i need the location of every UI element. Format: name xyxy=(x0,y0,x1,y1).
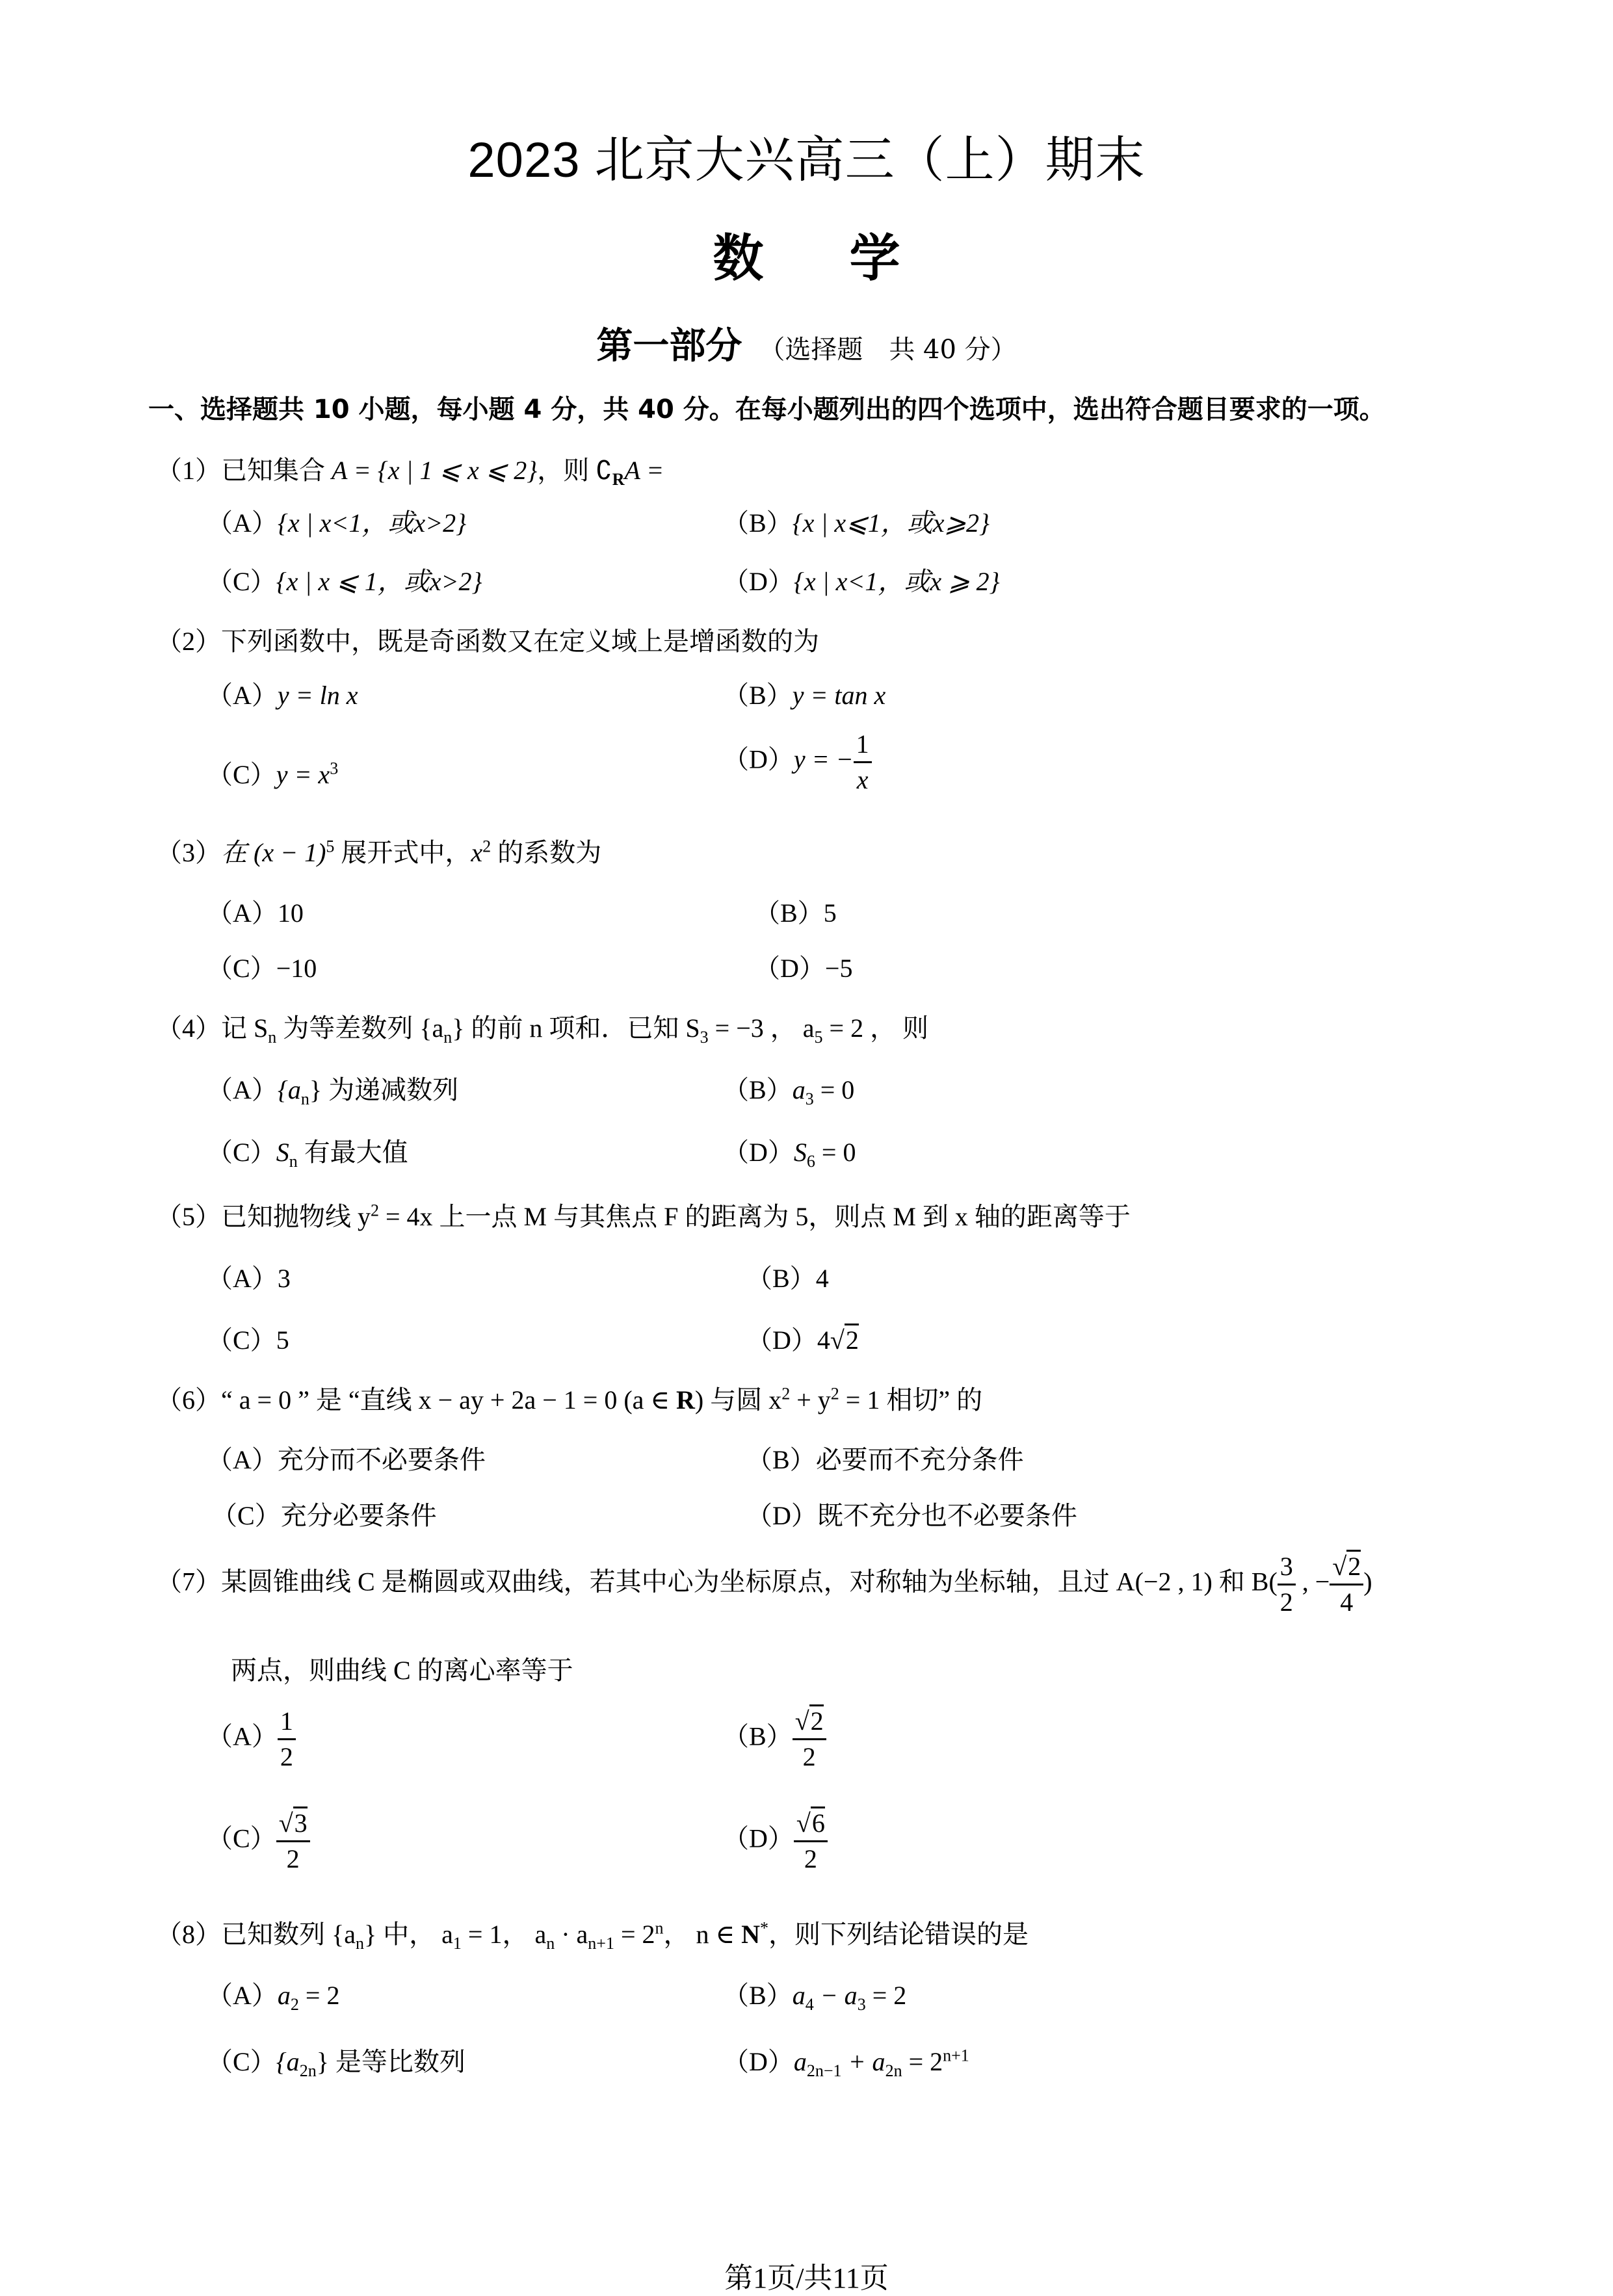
option-label: （D） xyxy=(746,1325,817,1355)
question-stem: ) xyxy=(1363,1567,1372,1597)
denominator: 4 xyxy=(1340,1587,1354,1617)
fraction xyxy=(854,731,872,793)
question-stem: 记 S xyxy=(221,1013,269,1043)
option-label: （C） xyxy=(207,954,276,983)
option-label: （D） xyxy=(723,2047,794,2076)
numerator: √2 xyxy=(1330,1554,1363,1585)
option-2b[interactable] xyxy=(723,675,885,712)
question-7 xyxy=(156,1554,1372,1615)
sqrt-radicand: 2 xyxy=(1346,1550,1361,1581)
option-3c[interactable] xyxy=(207,948,317,985)
option-1a[interactable] xyxy=(207,502,466,540)
option-label: （B） xyxy=(723,1721,793,1751)
option-text: 10 xyxy=(277,898,304,928)
subscript: n xyxy=(268,1028,277,1047)
question-stem: “ a = 0 ” 是 “直线 x − ay + 2a − 1 = 0 (a ∈ xyxy=(221,1385,676,1415)
option-label: （A） xyxy=(207,508,278,538)
question-number: （3） xyxy=(156,838,221,867)
question-stem: 为等差数列 {a xyxy=(276,1013,444,1043)
superscript: 2 xyxy=(371,1201,379,1220)
denominator: x xyxy=(856,765,869,794)
question-stem: 某圆锥曲线 C 是椭圆或双曲线，若其中心为坐标原点，对称轴为坐标轴，且过 A(−2 , 1) 和 B( xyxy=(221,1567,1278,1597)
subscript: n xyxy=(546,1934,555,1953)
subscript: 2n−1 xyxy=(806,2061,842,2080)
sqrt-radicand: 2 xyxy=(845,1324,859,1355)
page-number: 第1页/共11页 xyxy=(724,2262,889,2294)
question-stem: 展开式中， xyxy=(334,838,471,867)
question-7-line2: 两点，则曲线 C 的离心率等于 xyxy=(231,1656,573,1685)
option-text: 4 xyxy=(817,1325,830,1355)
question-stem: = 1， a xyxy=(461,1920,547,1949)
option-text: {x | x⩽1，或x⩾2} xyxy=(792,508,990,538)
option-text: −5 xyxy=(824,954,853,983)
option-text: y = tan x xyxy=(792,681,886,710)
option-text: 充分而不必要条件 xyxy=(277,1445,486,1474)
option-6d[interactable] xyxy=(746,1495,1077,1532)
option-2c[interactable] xyxy=(207,754,338,791)
option-text: S xyxy=(793,1138,807,1167)
option-4d[interactable] xyxy=(723,1132,856,1171)
fraction xyxy=(793,1708,826,1770)
subscript: R xyxy=(612,470,625,489)
option-7b[interactable] xyxy=(723,1708,826,1770)
subscript: n xyxy=(300,1089,309,1108)
option-label: （D） xyxy=(754,954,825,983)
option-3d[interactable] xyxy=(754,948,852,985)
option-text: y = − xyxy=(793,744,854,774)
option-text: + a xyxy=(841,2047,885,2076)
question-number: （6） xyxy=(156,1385,221,1415)
option-text: 充分必要条件 xyxy=(280,1501,437,1530)
option-text: } 为递减数列 xyxy=(309,1075,459,1104)
superscript: * xyxy=(760,1918,769,1938)
denominator: 2 xyxy=(280,1742,293,1771)
denominator: 2 xyxy=(804,1844,817,1873)
option-text: {x | x<1，或x ⩾ 2} xyxy=(793,567,1000,596)
numerator: √3 xyxy=(276,1810,310,1842)
math-expression: A = {x | 1 ⩽ x ⩽ 2} xyxy=(332,456,538,485)
subject-title xyxy=(0,218,1613,291)
superscript: 3 xyxy=(330,759,339,778)
subject-char-1: 数 xyxy=(713,229,764,288)
numerator: 1 xyxy=(278,1708,296,1740)
option-text: −10 xyxy=(276,954,317,983)
option-label: （B） xyxy=(723,681,793,710)
question-5 xyxy=(156,1196,1131,1233)
option-label: （A） xyxy=(207,1721,278,1751)
question-number: （5） xyxy=(156,1202,221,1231)
question-number: （1） xyxy=(156,456,221,485)
option-label: （D） xyxy=(723,567,794,596)
question-stem: , − xyxy=(1295,1567,1330,1597)
option-5c[interactable] xyxy=(207,1320,289,1357)
subscript: 6 xyxy=(806,1152,815,1171)
subscript: 2 xyxy=(290,1995,299,2014)
option-7d[interactable] xyxy=(723,1810,828,1872)
natural-set-symbol: N xyxy=(741,1920,761,1949)
option-text: = 0 xyxy=(815,1138,856,1167)
option-text: {x | x ⩽ 1，或x>2} xyxy=(276,567,482,596)
denominator: 2 xyxy=(286,1844,300,1873)
subscript: n xyxy=(289,1152,298,1171)
option-8c[interactable] xyxy=(207,2041,466,2081)
option-3b[interactable] xyxy=(754,893,837,930)
option-label: （B） xyxy=(723,1075,793,1104)
question-stem: 已知抛物线 y xyxy=(221,1202,371,1231)
subject-char-2: 学 xyxy=(849,229,900,288)
question-stem: 下列函数中，既是奇函数又在定义域上是增函数的为 xyxy=(221,627,819,656)
subscript: 4 xyxy=(805,1995,814,2014)
question-stem: = 2 xyxy=(614,1920,655,1949)
sqrt-radicand: 6 xyxy=(811,1807,825,1838)
option-label: （C） xyxy=(207,567,276,596)
option-8a[interactable] xyxy=(207,1975,339,2015)
superscript: 2 xyxy=(830,1384,839,1403)
superscript: n xyxy=(655,1918,664,1938)
question-stem: · a xyxy=(555,1920,588,1949)
option-label: （A） xyxy=(207,898,278,928)
question-stem: 已知集合 xyxy=(221,456,325,485)
option-label: （C） xyxy=(207,760,276,789)
option-label: （A） xyxy=(207,1445,278,1474)
superscript: 2 xyxy=(781,1384,791,1403)
option-text: y = x xyxy=(276,760,330,789)
question-stem: 已知数列 {a xyxy=(221,1920,356,1949)
subscript: 5 xyxy=(814,1028,823,1047)
option-label: （B） xyxy=(754,898,824,928)
option-label: （B） xyxy=(746,1445,816,1474)
option-label: （D） xyxy=(723,744,794,774)
section-heading: 一、选择题共 10 小题，每小题 4 分，共 40 分。在每小题列出的四个选项中，选出符合题目要求的一项。 xyxy=(148,395,1385,424)
option-label: （A） xyxy=(207,1264,278,1293)
question-number: （4） xyxy=(156,1013,221,1043)
option-label: （C） xyxy=(207,1325,276,1355)
option-label: （D） xyxy=(723,1823,794,1853)
option-text: 5 xyxy=(823,898,837,928)
option-label: （B） xyxy=(723,1981,793,2010)
option-8b[interactable] xyxy=(723,1975,906,2015)
option-label: （D） xyxy=(723,1138,794,1167)
fraction xyxy=(278,1708,296,1770)
option-text: y = ln x xyxy=(277,681,358,710)
question-stem-tail: ，则 ∁ xyxy=(537,456,612,485)
denominator: 2 xyxy=(1279,1587,1293,1617)
question-stem: } 的前 n 项和．已知 S xyxy=(452,1013,700,1043)
option-6b[interactable] xyxy=(746,1439,1024,1476)
real-set-symbol: R xyxy=(676,1385,695,1415)
question-number: （7） xyxy=(156,1567,221,1597)
question-3 xyxy=(156,832,601,869)
question-stem: } 中， a xyxy=(363,1920,453,1949)
subscript: 2n xyxy=(885,2061,902,2080)
option-text: {a xyxy=(276,2047,300,2076)
numerator: 1 xyxy=(854,731,872,763)
subscript: 2n xyxy=(299,2061,317,2080)
option-label: （C） xyxy=(211,1501,281,1530)
exam-title: 2023 北京大兴高三（上）期末 xyxy=(467,133,1146,188)
question-6 xyxy=(156,1379,982,1416)
part-note: （选择题 共 40 分） xyxy=(759,335,1017,365)
option-text: = 2 xyxy=(298,1981,340,2010)
option-text: 3 xyxy=(277,1264,291,1293)
option-4c[interactable] xyxy=(207,1132,408,1171)
numerator: √6 xyxy=(794,1810,828,1842)
option-label: （C） xyxy=(207,1138,276,1167)
part-heading xyxy=(0,317,1613,369)
option-text: a xyxy=(792,1981,806,2010)
option-text: 必要而不充分条件 xyxy=(815,1445,1024,1474)
question-8 xyxy=(156,1914,1029,1953)
option-text: a xyxy=(277,1981,291,2010)
option-text: 既不充分也不必要条件 xyxy=(817,1501,1077,1530)
subscript: 3 xyxy=(700,1028,709,1047)
question-stem: + y xyxy=(790,1385,831,1415)
fraction xyxy=(1330,1554,1363,1615)
question-number: （8） xyxy=(156,1920,221,1949)
option-text: } 是等比数列 xyxy=(316,2047,466,2076)
question-1 xyxy=(156,450,664,489)
subscript: 3 xyxy=(857,1995,866,2014)
option-5a[interactable] xyxy=(207,1258,291,1295)
option-label: （A） xyxy=(207,681,278,710)
fraction xyxy=(1278,1554,1296,1615)
subscript: 3 xyxy=(805,1089,814,1108)
subscript: n+1 xyxy=(588,1934,614,1953)
question-2 xyxy=(156,621,819,658)
question-stem: 的系数为 xyxy=(491,838,602,867)
option-text: = 2 xyxy=(865,1981,907,2010)
option-7a[interactable] xyxy=(207,1708,296,1770)
math-expression: A = xyxy=(624,456,664,485)
option-label: （B） xyxy=(746,1264,816,1293)
option-text: a xyxy=(792,1075,806,1104)
option-label: （D） xyxy=(746,1501,817,1530)
option-5b[interactable] xyxy=(746,1258,829,1295)
option-label: （B） xyxy=(723,508,793,538)
superscript: n+1 xyxy=(943,2046,969,2065)
superscript: 5 xyxy=(326,837,335,856)
option-6c[interactable] xyxy=(211,1495,437,1532)
option-text: − a xyxy=(813,1981,858,2010)
option-text: 4 xyxy=(815,1264,829,1293)
option-4b[interactable] xyxy=(723,1069,854,1109)
option-text: 有最大值 xyxy=(297,1138,408,1167)
option-text: = 2 xyxy=(902,2047,943,2076)
question-stem: ) 与圆 x xyxy=(694,1385,782,1415)
option-3a[interactable] xyxy=(207,893,304,930)
question-stem: = −3 ， a xyxy=(708,1013,815,1043)
subscript: n xyxy=(355,1934,364,1953)
question-stem: ，则下列结论错误的是 xyxy=(768,1920,1029,1949)
subscript: 1 xyxy=(452,1934,462,1953)
option-1b[interactable] xyxy=(723,502,990,540)
question-stem: ， n ∈ xyxy=(663,1920,742,1949)
option-8d[interactable] xyxy=(723,2041,969,2081)
option-6a[interactable] xyxy=(207,1439,486,1476)
fraction xyxy=(794,1810,828,1872)
sqrt-radicand: 2 xyxy=(809,1704,824,1736)
numerator: √2 xyxy=(793,1708,826,1740)
option-text: a xyxy=(793,2047,807,2076)
option-2a[interactable] xyxy=(207,675,358,712)
fraction xyxy=(276,1810,310,1872)
option-text: {x | x<1，或x>2} xyxy=(277,508,467,538)
option-text: 5 xyxy=(276,1325,289,1355)
question-stem: = 1 相切” 的 xyxy=(839,1385,983,1415)
subscript: n xyxy=(443,1028,452,1047)
question-number: （2） xyxy=(156,627,221,656)
question-4 xyxy=(156,1008,928,1047)
option-2d[interactable] xyxy=(723,731,872,793)
sqrt-radicand: 3 xyxy=(293,1807,308,1838)
math-expression: x xyxy=(471,838,483,867)
question-stem: = 2 ， 则 xyxy=(822,1013,929,1043)
option-text: S xyxy=(276,1138,289,1167)
option-label: （C） xyxy=(207,2047,276,2076)
question-stem: = 4x 上一点 M 与其焦点 F 的距离为 5，则点 M 到 x 轴的距离等于 xyxy=(379,1202,1131,1231)
option-text: = 0 xyxy=(813,1075,855,1104)
math-expression: 在 (x − 1) xyxy=(221,838,326,867)
part-title: 第一部分 xyxy=(596,325,742,367)
option-label: （A） xyxy=(207,1981,278,2010)
option-5d[interactable]: （D）4√2 xyxy=(746,1320,859,1357)
option-1c[interactable] xyxy=(207,561,482,598)
option-7c[interactable] xyxy=(207,1810,310,1872)
option-1d[interactable] xyxy=(723,561,1000,598)
numerator: 3 xyxy=(1278,1554,1296,1585)
option-4a[interactable] xyxy=(207,1069,458,1109)
option-label: （A） xyxy=(207,1075,278,1104)
option-label: （C） xyxy=(207,1823,276,1853)
superscript: 2 xyxy=(482,837,492,856)
option-text: {a xyxy=(277,1075,301,1104)
denominator: 2 xyxy=(802,1742,816,1771)
